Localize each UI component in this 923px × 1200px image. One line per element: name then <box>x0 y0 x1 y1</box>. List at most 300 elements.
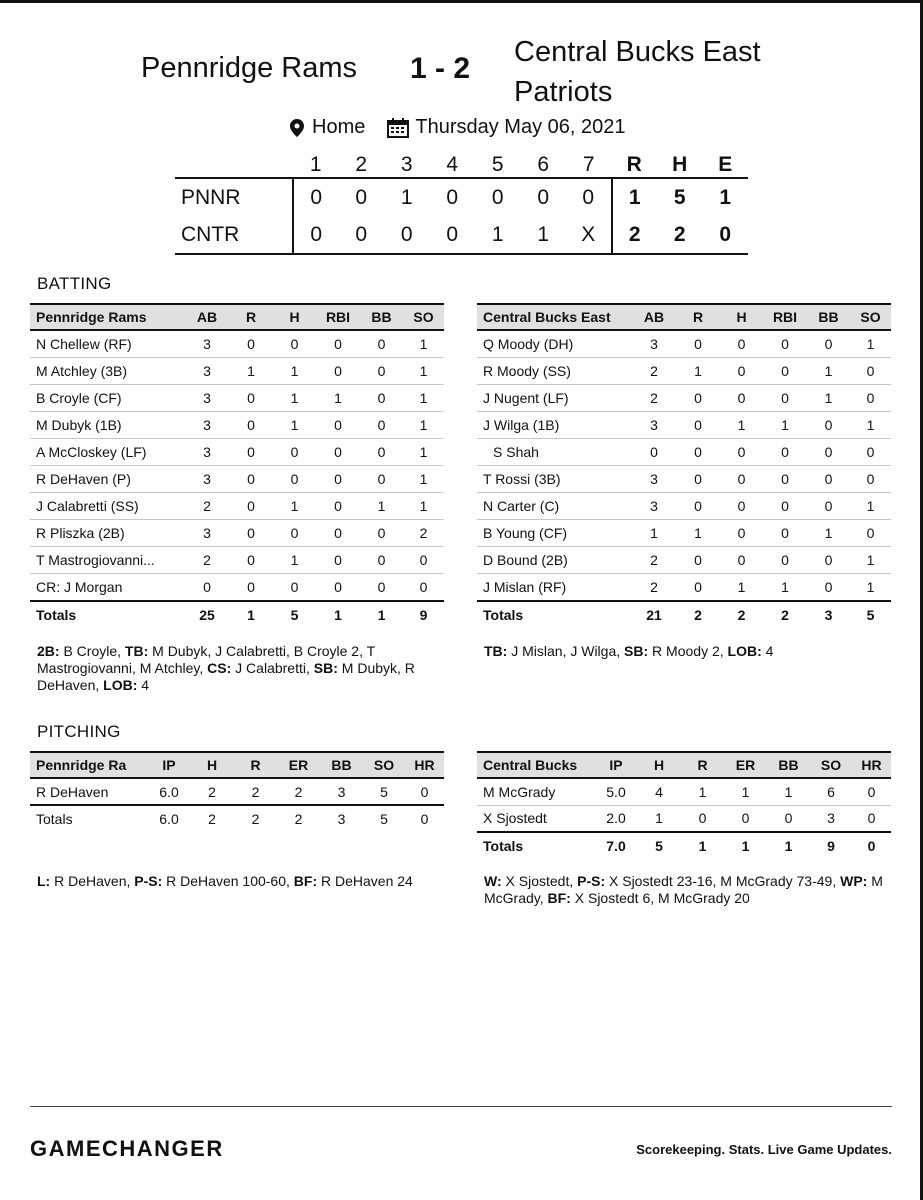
inning-score: 1 <box>384 178 430 216</box>
stat-column-header: BB <box>320 752 363 778</box>
player-row <box>477 520 891 547</box>
player-row <box>477 438 891 465</box>
totals-value: 9 <box>810 832 852 859</box>
batting-section-title: BATTING <box>37 274 112 293</box>
inning-header: 6 <box>537 152 550 176</box>
stat-column-header: AB <box>185 304 229 330</box>
stat-value: 0 <box>676 547 720 574</box>
inning-score: 0 <box>384 216 430 254</box>
stat-value: 3 <box>632 411 676 438</box>
home-batting-table <box>30 303 444 628</box>
stat-value: 0 <box>676 465 720 492</box>
player-row <box>477 805 891 832</box>
note-text: X Sjostedt 6, M McGrady 20 <box>570 890 750 906</box>
stat-header-row <box>477 304 891 330</box>
stat-value: 0 <box>316 465 360 492</box>
totals-value: 5 <box>637 832 681 859</box>
stat-value: 1 <box>850 547 891 574</box>
gamechanger-logo: GAMECHANGER <box>30 1136 224 1161</box>
stat-value: 1 <box>403 493 444 520</box>
stat-column-header: H <box>190 752 234 778</box>
inning-score: 0 <box>293 216 339 254</box>
stat-column-header: AB <box>632 304 676 330</box>
frame-top-border <box>0 0 923 3</box>
game-location: Home <box>312 116 366 138</box>
player-name: S Shah <box>477 438 632 465</box>
inning-header: 5 <box>491 152 504 176</box>
stat-value: 0 <box>763 520 807 547</box>
player-row <box>30 778 444 805</box>
inning-score: 0 <box>430 216 476 254</box>
player-name: T Rossi (3B) <box>477 465 632 492</box>
stat-value: 1 <box>316 384 360 411</box>
totals-value: 1 <box>316 601 360 628</box>
stat-value: 1 <box>676 357 720 384</box>
note-text: X Sjostedt 23-16, M McGrady 73-49, <box>605 873 841 889</box>
stat-value: 0 <box>850 357 891 384</box>
stat-value: 0 <box>229 438 273 465</box>
player-name: M McGrady <box>477 778 595 805</box>
linescore-team: CNTR <box>175 216 293 254</box>
player-row <box>30 438 444 465</box>
stat-column-header: R <box>234 752 277 778</box>
stat-value: 0 <box>676 438 720 465</box>
errors-total: 0 <box>703 216 749 254</box>
stat-column-header: BB <box>767 752 810 778</box>
stat-column-header: SO <box>363 752 405 778</box>
stat-column-header: SO <box>403 304 444 330</box>
pitching-section-title: PITCHING <box>37 722 121 741</box>
player-row <box>477 411 891 438</box>
home-team-name: Pennridge Rams <box>141 52 357 84</box>
linescore-corner <box>175 152 293 178</box>
stat-value: 1 <box>807 357 850 384</box>
stat-value: 1 <box>273 384 316 411</box>
stat-value: 0 <box>360 384 403 411</box>
stat-value: 2 <box>632 574 676 601</box>
stat-value: 0 <box>676 384 720 411</box>
totals-value: 2 <box>277 805 320 832</box>
stat-value: 0 <box>763 547 807 574</box>
stat-value: 3 <box>632 493 676 520</box>
stat-value: 0 <box>229 574 273 601</box>
player-name: A McCloskey (LF) <box>30 438 185 465</box>
inning-score: 1 <box>521 216 567 254</box>
stat-value: 0 <box>273 574 316 601</box>
player-row <box>30 330 444 357</box>
stat-value: 0 <box>360 520 403 547</box>
note-label: LOB: <box>727 643 762 659</box>
stat-value: 0 <box>360 574 403 601</box>
totals-value: 9 <box>403 601 444 628</box>
note-label: SB: <box>313 660 338 676</box>
final-score: 1 - 2 <box>410 52 471 85</box>
inning-header: 2 <box>355 152 368 176</box>
stat-value: 2 <box>234 778 277 805</box>
hits-header: H <box>672 152 688 176</box>
stat-value: 0 <box>316 493 360 520</box>
footer-divider <box>30 1106 892 1107</box>
stat-value: 0 <box>807 330 850 357</box>
note-text: R DeHaven 24 <box>317 873 413 889</box>
inning-score: 0 <box>293 178 339 216</box>
stat-value: 0 <box>360 547 403 574</box>
stat-column-header: R <box>229 304 273 330</box>
stat-value: 1 <box>724 778 767 805</box>
stat-value: 1 <box>637 805 681 832</box>
stat-value: 1 <box>273 493 316 520</box>
stat-value: 0 <box>850 438 891 465</box>
totals-value: 5 <box>273 601 316 628</box>
stat-value: 5 <box>363 778 405 805</box>
stat-column-header: H <box>637 752 681 778</box>
player-name: Q Moody (DH) <box>477 330 632 357</box>
stat-value: 1 <box>763 411 807 438</box>
stat-value: 1 <box>850 493 891 520</box>
stat-value: 0 <box>273 465 316 492</box>
note-text: J Mislan, J Wilga, <box>507 643 625 659</box>
totals-value: 6.0 <box>148 805 190 832</box>
inning-score: 0 <box>475 178 521 216</box>
player-row <box>477 330 891 357</box>
player-name: R Moody (SS) <box>477 357 632 384</box>
stat-value: 1 <box>763 574 807 601</box>
stat-value: 1 <box>720 574 763 601</box>
stat-value: 0 <box>316 411 360 438</box>
stat-value: 0 <box>720 330 763 357</box>
inning-score: 1 <box>475 216 521 254</box>
player-row <box>477 384 891 411</box>
stat-value: 0 <box>720 357 763 384</box>
stat-header-row <box>30 304 444 330</box>
player-row <box>30 493 444 520</box>
totals-value: 1 <box>229 601 273 628</box>
stat-value: 0 <box>763 384 807 411</box>
note-text: 4 <box>137 677 150 693</box>
player-name: B Young (CF) <box>477 520 632 547</box>
player-name: J Nugent (LF) <box>477 384 632 411</box>
stat-value: 0 <box>720 520 763 547</box>
note-label: P-S: <box>577 873 606 889</box>
stat-value: 1 <box>850 411 891 438</box>
stat-value: 0 <box>316 574 360 601</box>
player-name: M Atchley (3B) <box>30 357 185 384</box>
stat-value: 3 <box>185 384 229 411</box>
stat-column-header: HR <box>852 752 891 778</box>
note-text: 4 <box>761 643 774 659</box>
home-batting-notes <box>37 643 437 694</box>
player-name: J Calabretti (SS) <box>30 493 185 520</box>
stat-value: 0 <box>724 805 767 832</box>
totals-row <box>477 601 891 628</box>
note-text: R Moody 2, <box>648 643 728 659</box>
stat-value: 0 <box>850 520 891 547</box>
stat-value: 0 <box>316 438 360 465</box>
runs-header: R <box>626 152 642 176</box>
footer-tagline: Scorekeeping. Stats. Live Game Updates. <box>636 1142 892 1157</box>
stat-column-header: ER <box>277 752 320 778</box>
stat-value: 6.0 <box>148 778 190 805</box>
stat-value: 0 <box>229 384 273 411</box>
errors-total: 1 <box>703 178 749 216</box>
note-label: TB: <box>124 643 149 659</box>
away-pitching-table <box>477 751 891 859</box>
stat-value: 1 <box>681 778 724 805</box>
stat-value: 0 <box>763 493 807 520</box>
note-label: TB: <box>484 643 508 659</box>
stat-value: 0 <box>316 357 360 384</box>
stat-value: 2 <box>185 493 229 520</box>
stat-value: 1 <box>273 411 316 438</box>
stat-value: 2 <box>277 778 320 805</box>
stat-value: 0 <box>807 411 850 438</box>
totals-value: 2 <box>234 805 277 832</box>
stat-value: 3 <box>632 465 676 492</box>
stat-value: 0 <box>807 547 850 574</box>
totals-value: 21 <box>632 601 676 628</box>
stat-value: 3 <box>810 805 852 832</box>
stat-value: 1 <box>360 493 403 520</box>
stat-column-header: BB <box>807 304 850 330</box>
runs-total: 2 <box>612 216 658 254</box>
linescore-team: PNNR <box>175 178 293 216</box>
inning-score: 0 <box>339 216 385 254</box>
hits-total: 5 <box>657 178 703 216</box>
stat-value: 0 <box>850 384 891 411</box>
stat-value: 0 <box>273 520 316 547</box>
stat-value: 0 <box>681 805 724 832</box>
stat-value: 1 <box>807 520 850 547</box>
player-name: N Carter (C) <box>477 493 632 520</box>
away-batting-table <box>477 303 891 628</box>
note-text: J Calabretti, <box>231 660 314 676</box>
stat-value: 0 <box>850 465 891 492</box>
note-text: M Dubyk, J Calabretti, B Croyle 2, T Mastrogiovanni, M Atchley, <box>37 643 375 676</box>
stat-value: 0 <box>763 438 807 465</box>
stat-value: 6 <box>810 778 852 805</box>
totals-row <box>30 805 444 832</box>
stat-value: 0 <box>676 330 720 357</box>
stat-value: 0 <box>403 574 444 601</box>
errors-header: E <box>718 152 733 176</box>
stat-value: 1 <box>632 520 676 547</box>
note-label: LOB: <box>103 677 138 693</box>
stat-value: 0 <box>229 330 273 357</box>
stat-header-row <box>477 752 891 778</box>
stat-value: 0 <box>360 411 403 438</box>
stat-value: 1 <box>403 438 444 465</box>
stat-value: 2 <box>190 778 234 805</box>
totals-value: 2 <box>676 601 720 628</box>
stat-value: 0 <box>229 547 273 574</box>
player-row <box>477 465 891 492</box>
stat-value: 0 <box>405 778 444 805</box>
player-name: CR: J Morgan <box>30 574 185 601</box>
inning-header: 3 <box>400 152 413 176</box>
note-text: M Dubyk, R DeHaven, <box>37 660 415 693</box>
note-text: R DeHaven, <box>50 873 135 889</box>
stat-value: 2 <box>185 547 229 574</box>
stat-value: 0 <box>360 465 403 492</box>
totals-label: Totals <box>30 601 185 628</box>
stat-value: 0 <box>360 330 403 357</box>
stat-value: 1 <box>850 330 891 357</box>
team-column-header: Central Bucks <box>477 752 595 778</box>
stat-value: 0 <box>316 520 360 547</box>
team-column-header: Pennridge Ra <box>30 752 148 778</box>
stat-value: 1 <box>273 357 316 384</box>
stat-value: 0 <box>316 547 360 574</box>
home-pitching-notes <box>37 873 447 890</box>
stat-value: 0 <box>676 574 720 601</box>
player-name: D Bound (2B) <box>477 547 632 574</box>
inning-header: 4 <box>446 152 459 176</box>
stat-value: 3 <box>185 438 229 465</box>
stat-column-header: H <box>720 304 763 330</box>
stat-value: 1 <box>403 411 444 438</box>
stat-value: 2 <box>632 384 676 411</box>
stat-column-header: IP <box>595 752 637 778</box>
note-label: L: <box>37 873 51 889</box>
stat-value: 5.0 <box>595 778 637 805</box>
stat-value: 0 <box>720 438 763 465</box>
totals-value: 3 <box>320 805 363 832</box>
totals-value: 0 <box>405 805 444 832</box>
totals-value: 5 <box>363 805 405 832</box>
hits-total: 2 <box>657 216 703 254</box>
linescore-row-home <box>175 178 748 216</box>
stat-value: 0 <box>676 493 720 520</box>
stat-value: 2 <box>632 547 676 574</box>
stat-column-header: IP <box>148 752 190 778</box>
player-row <box>30 357 444 384</box>
stat-value: 0 <box>852 778 891 805</box>
inning-score: 0 <box>339 178 385 216</box>
stat-value: 0 <box>229 493 273 520</box>
inning-score: 0 <box>521 178 567 216</box>
player-name: X Sjostedt <box>477 805 595 832</box>
away-team-name: Central Bucks East Patriots <box>514 36 761 108</box>
inning-score: X <box>566 216 612 254</box>
stat-value: 0 <box>852 805 891 832</box>
note-label: BF: <box>547 890 571 906</box>
stat-value: 0 <box>720 493 763 520</box>
location-pin-icon <box>290 119 304 137</box>
totals-row <box>30 601 444 628</box>
player-row <box>30 574 444 601</box>
stat-value: 0 <box>807 574 850 601</box>
linescore-row-away <box>175 216 748 254</box>
note-text: X Sjostedt, <box>501 873 578 889</box>
player-row <box>30 384 444 411</box>
stat-column-header: H <box>273 304 316 330</box>
stat-value: 0 <box>720 547 763 574</box>
note-label: CS: <box>207 660 232 676</box>
stat-value: 0 <box>403 547 444 574</box>
stat-value: 0 <box>807 493 850 520</box>
stat-value: 2 <box>632 357 676 384</box>
player-name: J Wilga (1B) <box>477 411 632 438</box>
player-row <box>30 411 444 438</box>
note-label: W: <box>484 873 502 889</box>
stat-value: 1 <box>403 384 444 411</box>
stat-value: 0 <box>807 465 850 492</box>
stat-value: 0 <box>360 357 403 384</box>
stat-value: 1 <box>720 411 763 438</box>
stat-value: 0 <box>273 438 316 465</box>
totals-value: 2 <box>763 601 807 628</box>
stat-value: 0 <box>229 411 273 438</box>
stat-value: 2.0 <box>595 805 637 832</box>
home-pitching-table <box>30 751 444 832</box>
inning-score: 0 <box>566 178 612 216</box>
stat-value: 3 <box>185 330 229 357</box>
stat-value: 3 <box>320 778 363 805</box>
note-label: P-S: <box>134 873 163 889</box>
stat-value: 1 <box>676 520 720 547</box>
inning-header: 7 <box>582 152 595 176</box>
stat-value: 0 <box>632 438 676 465</box>
stat-value: 0 <box>763 465 807 492</box>
stat-value: 1 <box>807 384 850 411</box>
player-row <box>30 520 444 547</box>
player-name: N Chellew (RF) <box>30 330 185 357</box>
note-text: B Croyle, <box>59 643 125 659</box>
linescore-table <box>175 152 748 255</box>
away-batting-notes <box>484 643 884 660</box>
stat-column-header: R <box>681 752 724 778</box>
stat-value: 0 <box>807 438 850 465</box>
totals-value: 1 <box>724 832 767 859</box>
stat-value: 1 <box>273 547 316 574</box>
stat-value: 0 <box>763 357 807 384</box>
stat-column-header: RBI <box>316 304 360 330</box>
inning-header: 1 <box>309 152 322 176</box>
stat-value: 0 <box>316 330 360 357</box>
totals-value: 2 <box>720 601 763 628</box>
note-text: M McGrady, <box>484 873 883 906</box>
player-row <box>477 778 891 805</box>
stat-value: 4 <box>637 778 681 805</box>
stat-value: 2 <box>403 520 444 547</box>
player-name: R DeHaven (P) <box>30 465 185 492</box>
stat-column-header: RBI <box>763 304 807 330</box>
totals-value: 0 <box>852 832 891 859</box>
note-label: 2B: <box>37 643 60 659</box>
totals-value: 1 <box>681 832 724 859</box>
player-name: J Mislan (RF) <box>477 574 632 601</box>
stat-value: 1 <box>403 465 444 492</box>
totals-row <box>477 832 891 859</box>
stat-column-header: SO <box>850 304 891 330</box>
stat-column-header: HR <box>405 752 444 778</box>
player-name: R DeHaven <box>30 778 148 805</box>
stat-value: 0 <box>229 465 273 492</box>
stat-column-header: R <box>676 304 720 330</box>
stat-header-row <box>30 752 444 778</box>
runs-total: 1 <box>612 178 658 216</box>
inning-score: 0 <box>430 178 476 216</box>
stat-column-header: BB <box>360 304 403 330</box>
calendar-icon <box>387 118 409 138</box>
totals-label: Totals <box>477 832 595 859</box>
game-date: Thursday May 06, 2021 <box>415 116 626 138</box>
stat-value: 0 <box>273 330 316 357</box>
note-label: WP: <box>840 873 868 889</box>
stat-value: 3 <box>632 330 676 357</box>
stat-value: 3 <box>185 357 229 384</box>
player-name: T Mastrogiovanni... <box>30 547 185 574</box>
